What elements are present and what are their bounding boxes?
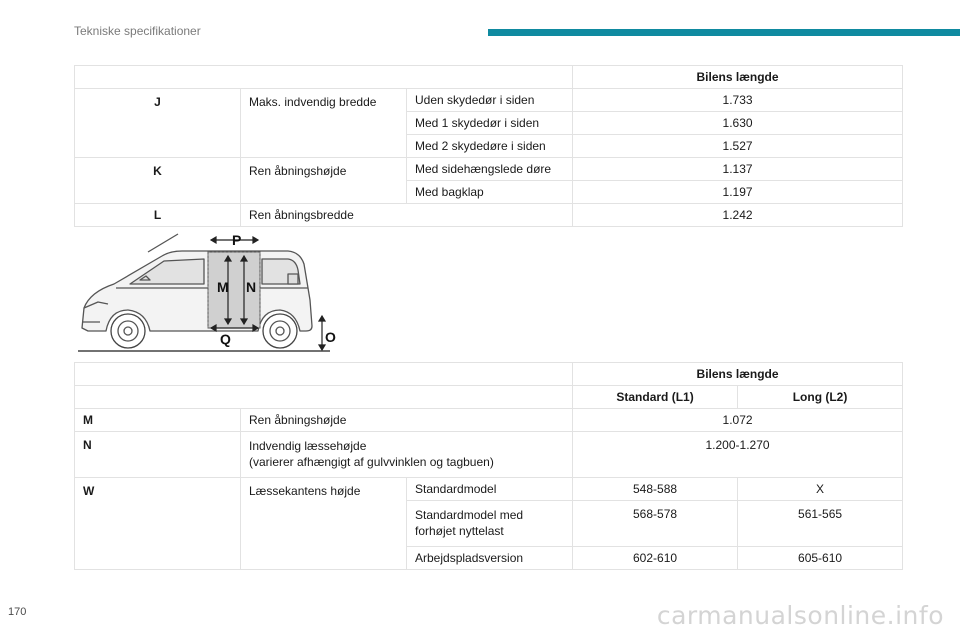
variant-line: forhøjet nyttelast: [415, 524, 504, 538]
description-line: Indvendig læssehøjde: [249, 439, 367, 453]
label-n: N: [246, 279, 257, 295]
dimension-key-n: N: [75, 432, 241, 478]
dimension-description: [241, 432, 573, 478]
dimension-value: 1.733: [573, 89, 903, 112]
header-accent-bar: [488, 29, 960, 36]
dimension-description: Ren åbningsbredde: [241, 204, 573, 227]
dimension-description: Ren åbningshøjde: [241, 158, 407, 204]
dimension-value: 1.072: [573, 409, 903, 432]
dimension-value-l2: 561-565: [738, 501, 903, 547]
dimension-value: 1.137: [573, 158, 903, 181]
variant-label: Med 1 skydedør i siden: [407, 112, 573, 135]
label-q: Q: [220, 331, 231, 347]
vehicle-side-diagram: [74, 230, 344, 355]
dimension-value-l1: 568-578: [573, 501, 738, 547]
dimension-key-m: M: [75, 409, 241, 432]
dimensions-table-1: [74, 65, 903, 227]
table-row: [75, 478, 903, 501]
page-number: 170: [8, 606, 27, 618]
table-header-row: [75, 386, 903, 409]
column-header-vehicle-length: Bilens længde: [573, 363, 903, 386]
dimension-value-l1: 548-588: [573, 478, 738, 501]
dimension-description: Ren åbningshøjde: [241, 409, 573, 432]
variant-label: Arbejdspladsversion: [407, 547, 573, 570]
table-row: [75, 204, 903, 227]
dimension-description: Læssekantens højde: [241, 478, 407, 570]
dimension-description: Maks. indvendig bredde: [241, 89, 407, 158]
section-title: Tekniske specifikationer: [74, 24, 201, 38]
table-row: [75, 409, 903, 432]
variant-label: Standardmodel: [407, 478, 573, 501]
variant-label: Uden skydedør i siden: [407, 89, 573, 112]
label-p: P: [232, 232, 242, 248]
dimension-value: 1.630: [573, 112, 903, 135]
dimension-key-k: K: [75, 158, 241, 204]
variant-label: Med 2 skydedøre i siden: [407, 135, 573, 158]
variant-label: [407, 501, 573, 547]
label-o: O: [325, 329, 336, 345]
watermark: carmanualsonline.info: [656, 601, 944, 630]
variant-line: Standardmodel med: [415, 508, 524, 522]
table-row: [75, 158, 903, 181]
column-header-standard: Standard (L1): [573, 386, 738, 409]
dimension-value: 1.197: [573, 181, 903, 204]
dimensions-table-2: [74, 362, 903, 570]
dimension-value-l1: 602-610: [573, 547, 738, 570]
dimension-value: 1.527: [573, 135, 903, 158]
variant-label: Med sidehængslede døre: [407, 158, 573, 181]
dimension-key-w: W: [75, 478, 241, 570]
table-header-row: [75, 66, 903, 89]
table-header-row: [75, 363, 903, 386]
description-line: (varierer afhængigt af gulvvinklen og tagbuen): [249, 455, 494, 469]
table-row: [75, 89, 903, 112]
table-row: [75, 432, 903, 478]
dimension-value-l2: X: [738, 478, 903, 501]
column-header-vehicle-length: Bilens længde: [573, 66, 903, 89]
dimension-value: 1.200-1.270: [573, 432, 903, 478]
dimension-value: 1.242: [573, 204, 903, 227]
label-m: M: [217, 279, 229, 295]
variant-label: Med bagklap: [407, 181, 573, 204]
dimension-key-j: J: [75, 89, 241, 158]
dimension-value-l2: 605-610: [738, 547, 903, 570]
column-header-long: Long (L2): [738, 386, 903, 409]
dimension-key-l: L: [75, 204, 241, 227]
